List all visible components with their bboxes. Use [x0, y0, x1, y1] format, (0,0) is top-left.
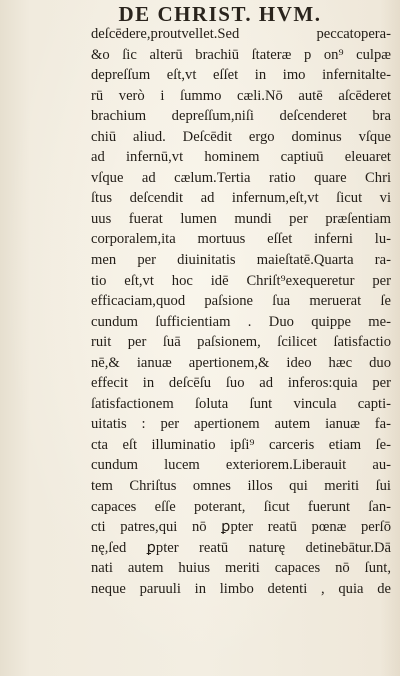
- text-line: nē,& ianuæ apertionem,& ideo hæc duo: [91, 354, 391, 371]
- text-line: efficaciam,quod paſsione ſua meruerat ſe: [91, 293, 391, 310]
- text-line: cti patres,qui nō ꝑpter reatū pœnæ perſō: [91, 519, 391, 536]
- text-line: effecit in deſcēſu ſuo ad inferos:quia per: [91, 375, 391, 392]
- text-line: rū verò i ſummo cæli.Nō autē aſcēderet: [91, 87, 391, 104]
- running-head: DE CHRIST. HVM.: [118, 2, 322, 26]
- text-line: tio eſt,vt hoc idē Chriſt⁹exequeretur per: [91, 272, 391, 289]
- text-line: nati autem huius meriti capaces nō ſunt,: [91, 560, 391, 577]
- text-line: ad infernū,vt hominem captiuū eleuaret: [91, 149, 391, 166]
- text-line: cta eſt illuminatio ipſi⁹ carceris etiam ſe-: [91, 436, 391, 453]
- body-text: [91, 24, 391, 599]
- text-line: uitatis : per apertionem autem ianuæ fa-: [91, 416, 391, 433]
- text-line: cundum ſufficientiam . Duo quippe me-: [91, 313, 391, 330]
- text-line: cundum lucem exteriorem.Liberauit au-: [91, 457, 391, 474]
- text-line: nę,ſed ꝑpter reatū naturę detinebātur.Dā: [91, 539, 391, 556]
- text-line: men per diuinitatis maieſtatē.Quarta ra-: [91, 252, 391, 269]
- text-line: &o ſic alterū brachiū ſtateræ p on⁹ culpæ: [91, 46, 391, 63]
- text-line: chiū aliud. Deſcēdit ergo dominus vſque: [91, 128, 391, 145]
- text-line: neque paruuli in limbo detenti , quia de: [91, 580, 391, 597]
- text-line: uus fuerat lumen mundi per præſentiam: [91, 210, 391, 227]
- text-line: tem Chriſtus omnes illos qui meriti ſui: [91, 478, 391, 495]
- text-line: depreſſum eſt,vt eſſet in imo infernitalte-: [91, 67, 391, 84]
- text-line: brachium depreſſum,niſi deſcenderet bra: [91, 108, 391, 125]
- text-line: capaces eſſe poterant, ſicut fuerunt ſan-: [91, 498, 391, 515]
- text-line: ſatisfactionem ſoluta ſunt vincula capti-: [91, 395, 391, 412]
- text-line: deſcēdere,proutvellet.Sed peccatopera-: [91, 26, 391, 42]
- text-line: ruit per ſuā paſsionem, ſcilicet ſatisfactio: [91, 334, 391, 351]
- text-line: ſtus deſcendit ad infernum,eſt,vt ſicut vi: [91, 190, 391, 207]
- text-line: corporalem,ita mortuus eſſet inferni lu-: [91, 231, 391, 248]
- text-line: vſque ad cælum.Tertia ratio quare Chri: [91, 169, 391, 186]
